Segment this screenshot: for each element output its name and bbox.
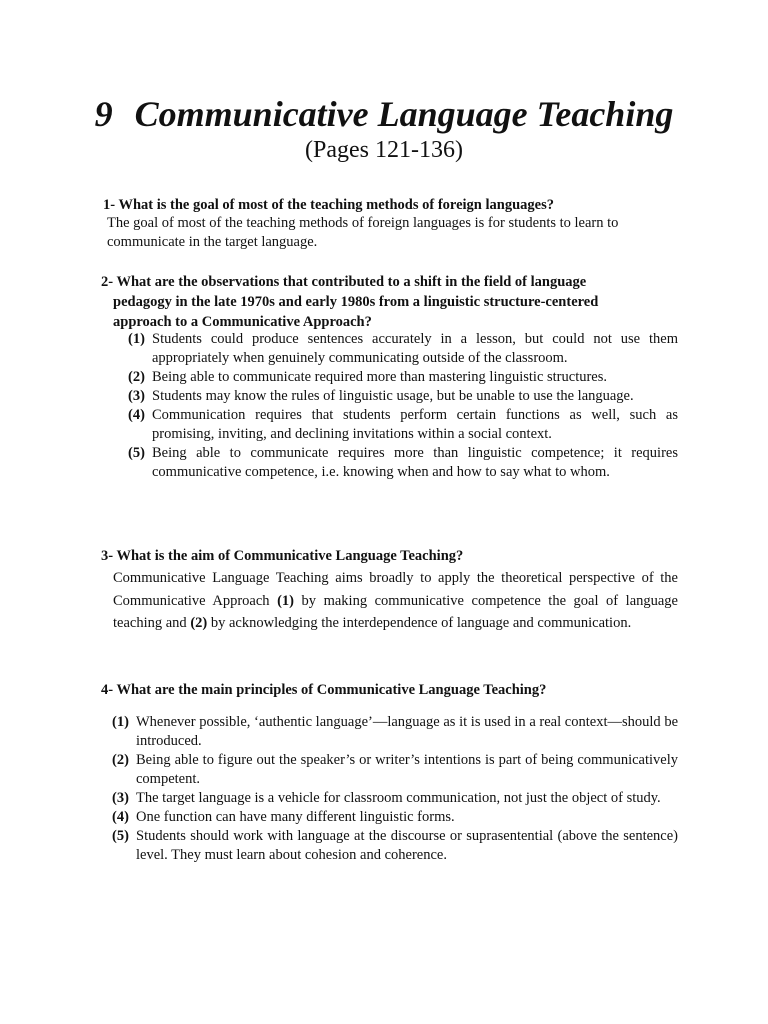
item-marker: (3): [112, 790, 129, 806]
principles-list: [112, 713, 678, 865]
item-text: Being able to communicate requires more than linguistic competence; it requires communicative competence, i.e. knowing when and how to say what to whom.: [152, 445, 678, 480]
list-item: [112, 827, 678, 865]
item-text: Students should work with language at the discourse or suprasentential (above the sentence) level. They must learn about cohesion and coherence.: [136, 828, 678, 863]
item-text: Being able to communicate required more than mastering linguistic structures.: [152, 369, 608, 385]
list-item: [128, 330, 678, 368]
answer-1: The goal of most of the teaching methods of foreign languages is for students to learn to communicate in the target language.: [107, 215, 619, 250]
list-item: [128, 387, 678, 406]
list-item: [112, 808, 678, 827]
question-2-line-2: pedagogy in the late 1970s and early 1980s from a linguistic structure-centered: [113, 294, 599, 310]
question-4: 4- What are the main principles of Communicative Language Teaching?: [101, 682, 547, 698]
question-1: 1- What is the goal of most of the teaching methods of foreign languages?: [103, 197, 554, 213]
list-item: [112, 713, 678, 751]
question-2-line-3: approach to a Communicative Approach?: [113, 314, 372, 330]
item-marker: (1): [112, 714, 129, 730]
chapter-number: 9: [94, 94, 113, 134]
list-item: [128, 368, 678, 387]
item-marker: (5): [112, 828, 129, 844]
answer-3-marker-2: (2): [190, 615, 208, 631]
answer-3-marker-1: (1): [277, 592, 294, 609]
list-item: [112, 789, 678, 808]
item-marker: (2): [112, 752, 129, 768]
question-3: 3- What is the aim of Communicative Language Teaching?: [101, 548, 464, 564]
list-item: [128, 444, 678, 482]
item-marker: (2): [128, 369, 145, 385]
item-marker: (1): [128, 331, 145, 347]
item-text: Students may know the rules of linguistic usage, but be unable to use the language.: [152, 388, 634, 404]
answer-3-part-1: Communicative Language Teaching aims broadly to apply the theoretical perspective of the Communicative Approach: [113, 570, 678, 609]
answer-3: [113, 567, 678, 635]
question-2-line-1: 2- What are the observations that contributed to a shift in the field of language: [101, 274, 587, 290]
item-text: Whenever possible, ‘authentic language’—language as it is used in a real context—should be introduced.: [136, 714, 678, 749]
page-range: (Pages 121-136): [305, 137, 463, 163]
answer-3-part-3: by acknowledging the interdependence of language and communication.: [207, 615, 632, 631]
chapter-title: [0, 92, 768, 136]
observations-list: [128, 330, 678, 482]
list-item: [112, 751, 678, 789]
item-text: One function can have many different linguistic forms.: [136, 809, 455, 825]
item-marker: (3): [128, 388, 145, 404]
item-text: Students could produce sentences accurately in a lesson, but could not use them appropriately when genuinely communicating outside of the classroom.: [152, 331, 678, 366]
chapter-title-text: Communicative Language Teaching: [134, 94, 674, 134]
item-text: The target language is a vehicle for classroom communication, not just the object of study.: [136, 790, 661, 806]
question-2: [101, 272, 679, 332]
item-text: Communication requires that students perform certain functions as well, such as promising, inviting, and declining invitations within a social context.: [152, 407, 678, 442]
item-marker: (5): [128, 445, 145, 461]
item-marker: (4): [128, 407, 145, 423]
item-marker: (4): [112, 809, 129, 825]
list-item: [128, 406, 678, 444]
item-text: Being able to figure out the speaker’s or writer’s intentions is part of being communicatively competent.: [136, 752, 678, 787]
answer-3-part-2: by making communicative competence the goal of language teaching and: [113, 592, 678, 631]
